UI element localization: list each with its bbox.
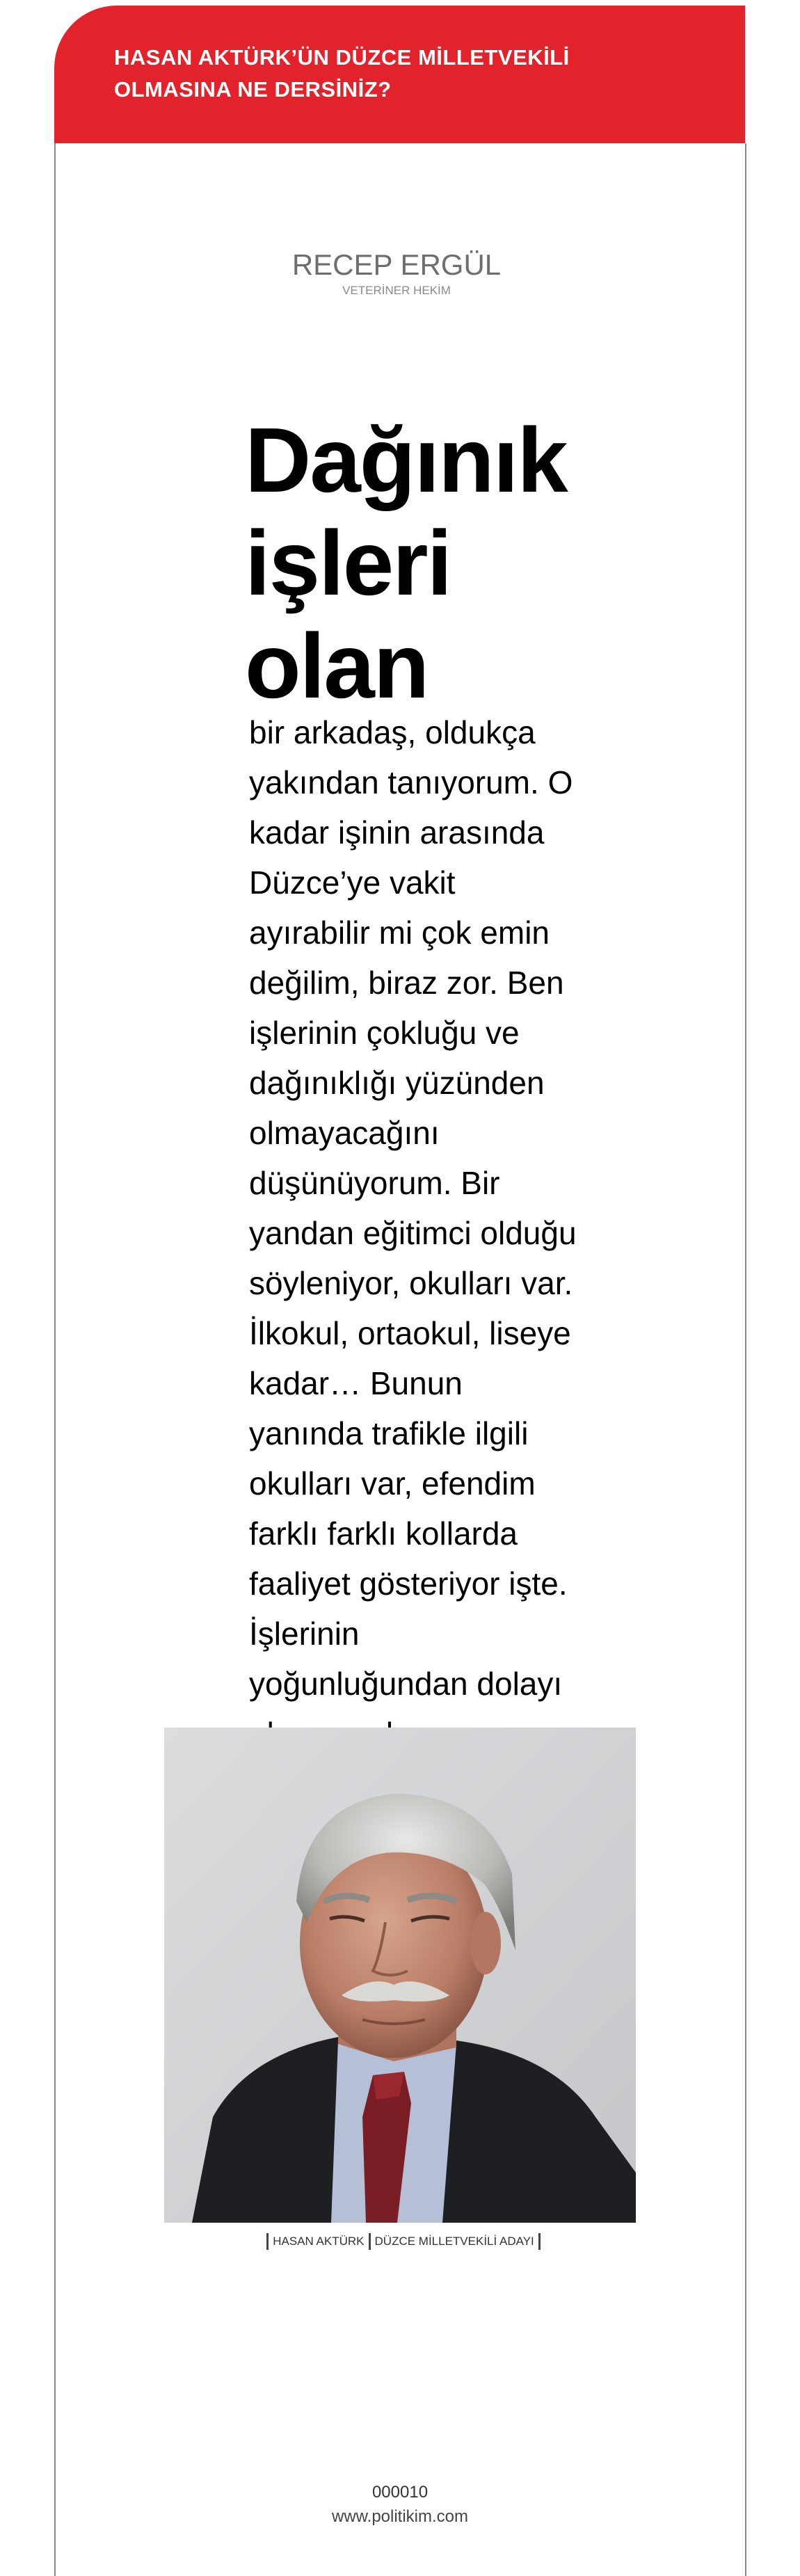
page-number: 000010 [371,2483,429,2502]
banner-title: HASAN AKTÜRK’ÜN DÜZCE MİLLETVEKİLİ OLMASINA NE DERSİNİZ? [114,45,570,102]
portrait-photo [164,1728,636,2223]
caption-divider [266,2233,269,2250]
caption-name: HASAN AKTÜRK [273,2235,365,2248]
page-frame-left-rule [54,143,56,2576]
author-name: RECEP ERGÜL [291,248,502,281]
caption-divider [538,2233,541,2250]
author-block [278,249,515,299]
caption-divider [369,2233,371,2250]
page-frame-right-rule [745,143,746,2576]
website-link[interactable]: www.politikim.com [331,2507,469,2526]
author-title: VETERİNER HEKİM [342,284,451,297]
header-banner [54,6,745,143]
portrait-illustration [164,1728,636,2223]
article-body: bir arkadaş, oldukça yakından tanıyorum. O kadar işinin arasında Düzce’ye vakit ayırabilir mi çok emin değilim, biraz zor. Ben işlerinin çokluğu ve dağınıklığı yüzünden olmayacağını düşünüyorum. Bir yandan eğitimci olduğu söyleniyor, okulları var. İlkokul, ortaokul, liseye kadar… Bunun yanında trafikle ilgili okulları var, efendim farklı farklı kollarda faaliyet gösteriyor işte. İşlerinin yoğunluğundan dolayı [249,714,577,1702]
article-headline: Dağınık işleri olan [245,409,567,717]
caption-role: DÜZCE MİLLETVEKİLİ ADAYI [374,2235,534,2248]
photo-caption [250,2233,557,2250]
